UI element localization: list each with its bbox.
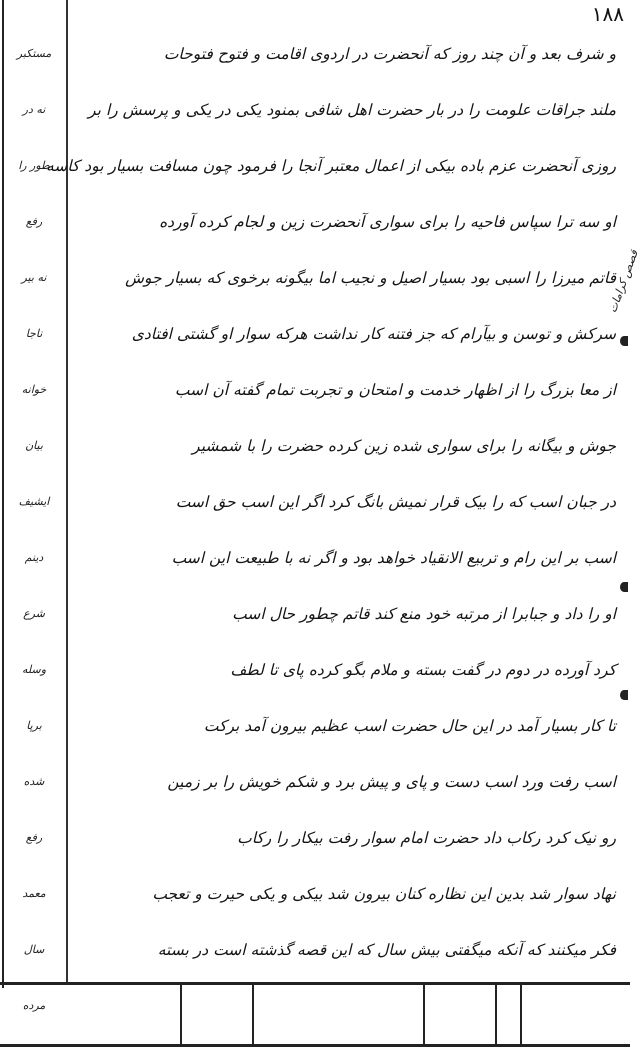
margin-word: شده <box>23 775 45 788</box>
bottom-edge-line <box>0 1044 630 1047</box>
text-line: روزی آنحضرت عزم باده بیکی از اعمال معتبر آنجا را فرمود چون مسافت بسیار بود کاسه <box>45 157 616 175</box>
margin-word: رفع <box>25 831 43 844</box>
bottom-border-line <box>0 982 630 985</box>
text-line: قاتم میرزا را اسبی بود بسیار اصیل و نجیب اما بیگونه برخوی که بسیار جوش <box>125 269 616 287</box>
text-line: کرد آورده در دوم در گفت بسته و ملام بگو کرده پای تا لطف <box>230 661 616 679</box>
margin-word: ناجا <box>25 327 43 340</box>
text-line: و شرف بعد و آن چند روز که آنحضرت در اردوی اقامت و فتوح فتوحات <box>163 45 616 63</box>
margin-word: ایشیف <box>18 495 50 508</box>
margin-word: برپا <box>26 719 42 732</box>
margin-word: وسله <box>21 663 47 676</box>
margin-word: رفع <box>25 215 43 228</box>
margin-bullet <box>620 690 628 700</box>
margin-word: بیان <box>25 439 43 452</box>
text-line: او را داد و جبابرا از مرتبه خود منع کند قاتم چطور حال اسب <box>232 605 616 623</box>
page-number: ۱۸۸ <box>591 2 624 26</box>
margin-word: خوانه <box>21 383 47 396</box>
margin-word: مستکبر <box>16 47 52 60</box>
text-line: اسب بر این رام و تربیع الانقیاد خواهد بود و اگر نه با طبیعت این اسب <box>171 549 616 567</box>
text-line: رو نیک کرد رکاب داد حضرت امام سوار رفت بیکار را رکاب <box>237 829 616 847</box>
text-line: فکر میکنند که آنکه میگفتی بیش سال که این قصه گذشته است در بسته <box>157 941 616 959</box>
margin-word: سال <box>23 943 45 956</box>
bottom-frame-tick <box>520 985 522 1045</box>
text-line: نهاد سوار شد بدین این نظاره کنان بیرون شد بیکی و یکی حیرت و تعجب <box>152 885 616 903</box>
margin-word: نه بیر <box>21 271 47 284</box>
side-note <box>602 248 641 315</box>
margin-word: مرده <box>22 999 46 1012</box>
margin-bullet <box>620 582 628 592</box>
margin-word: معمد <box>22 887 46 900</box>
bottom-frame-box <box>180 985 254 1045</box>
text-line: جوش و بیگانه را برای سواری شده زین کرده حضرت را با شمشیر <box>192 437 616 455</box>
text-line: سرکش و توسن و بیآرام که جز فتنه کار نداشت هرکه سوار او گشتی افتادی <box>131 325 616 343</box>
side-note-text: قصص کرامات <box>606 248 641 315</box>
margin-word: نه در <box>22 103 46 116</box>
margin-word: شرع <box>23 607 45 620</box>
margin-bullet <box>620 336 628 346</box>
margin-word: طور را <box>18 159 50 172</box>
text-line: او سه ترا سپاس فاحیه را برای سواری آنحضرت زین و لجام کرده آورده <box>159 213 616 231</box>
main-text-block <box>45 26 616 978</box>
text-line: اسب رفت ورد اسب دست و پای و پیش برد و شکم خویش را بر زمین <box>167 773 616 791</box>
text-line: در جبان اسب که را بیک قرار نمیش بانگ کرد اگر این اسب حق است <box>175 493 616 511</box>
text-line: از معا بزرگ را از اظهار خدمت و امتحان و تجربت تمام گفته آن اسب <box>174 381 616 399</box>
margin-word: دینم <box>24 551 44 564</box>
bottom-frame-box <box>423 985 497 1045</box>
text-line: ملند جراقات علومت را در بار حضرت اهل شافی بمنود یکی در یکی و پرسش را بر <box>88 101 616 119</box>
text-line: تا کار بسیار آمد در این حال حضرت اسب عظیم بیرون آمد برکت <box>203 717 616 735</box>
